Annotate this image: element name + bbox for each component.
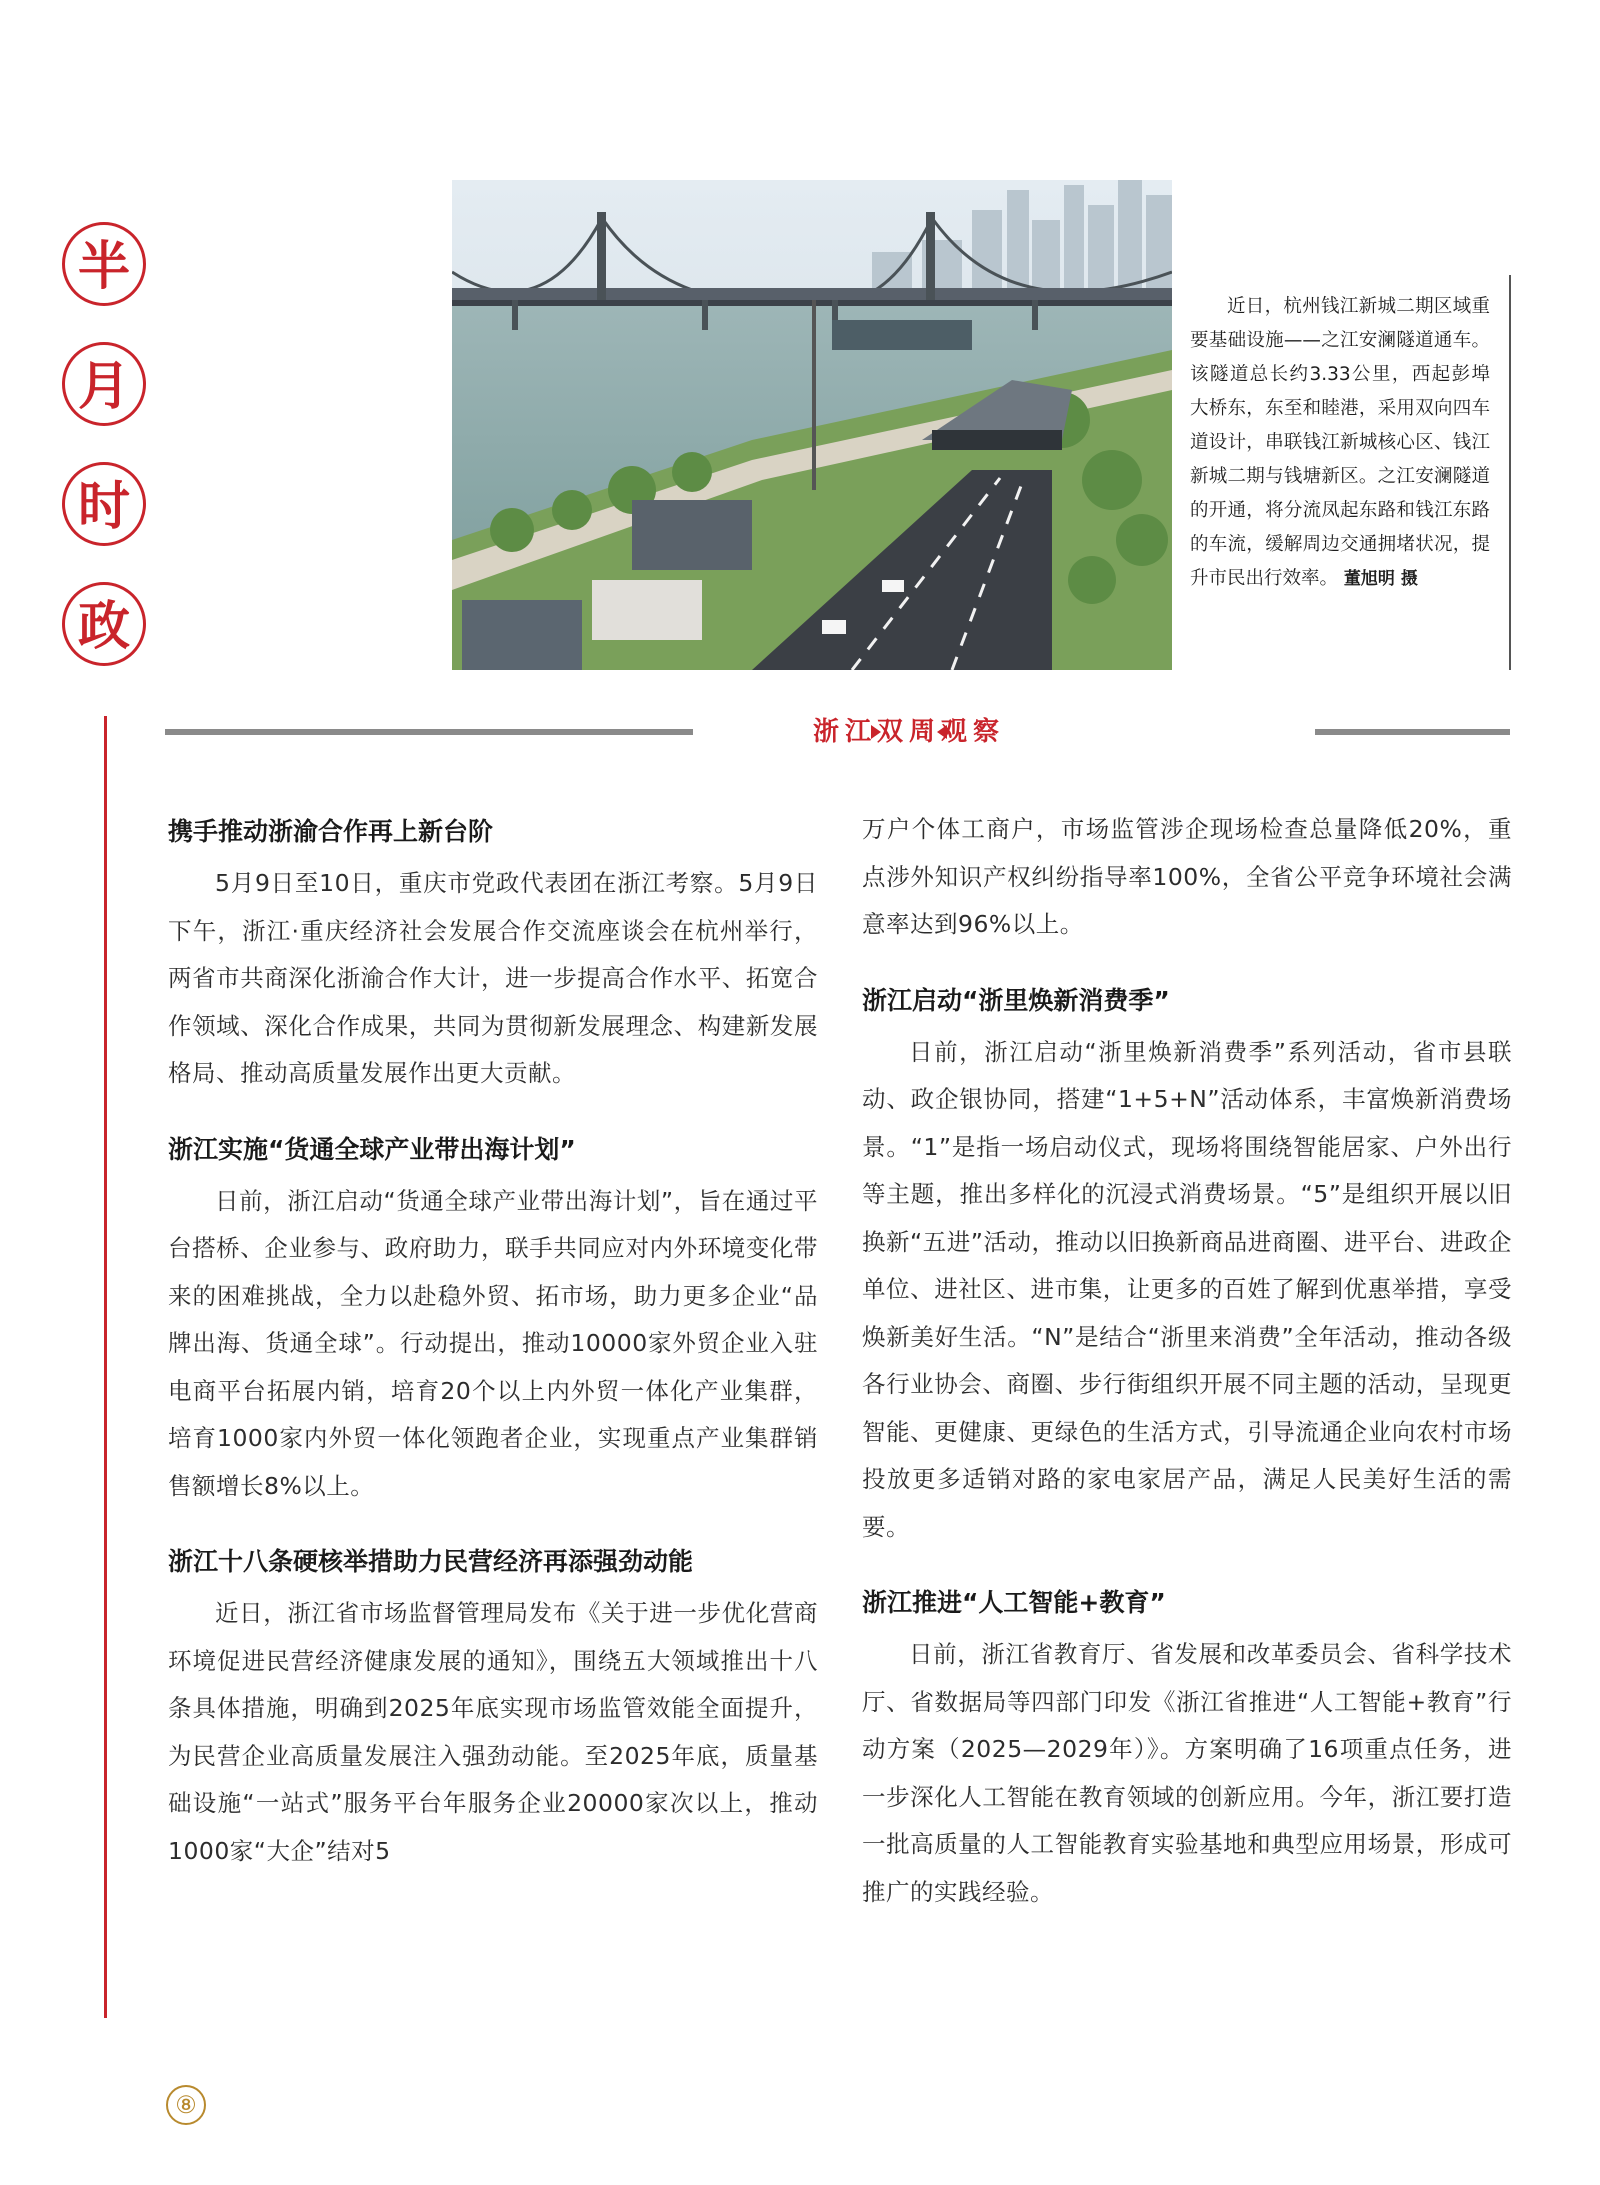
article: [168, 1128, 818, 1511]
photo-credit: 董旭明 摄: [1343, 569, 1418, 589]
article: [862, 1581, 1512, 1916]
article-title: 浙江推进“人工智能+教育”: [862, 1588, 1166, 1617]
column-title-char: 政: [62, 582, 146, 666]
article-body: 日前，浙江启动“浙里焕新消费季”系列活动，省市县联动、政企银协同，搭建“1+5+N”活动体系，丰富焕新消费场景。“1”是指一场启动仪式，现场将围绕智能居家、户外出行等主题，推出多样化的沉浸式消费场景。“5”是组织开展以旧换新“五进”活动，推动以旧换新商品进商圈、进平台、进政企单位、进社区、进市集，让更多的百姓了解到优惠举措，享受焕新美好生活。“N”是结合“浙里来消费”全年活动，推动各级各行业协会、商圈、步行街组织开展不同主题的活动，呈现更智能、更健康、更绿色的生活方式，引导流通企业向农村市场投放更多适销对路的家电家居产品，满足人民美好生活的需要。: [862, 1037, 1512, 1541]
column-title-vertical: [62, 222, 154, 702]
article-title: 浙江实施“货通全球产业带出海计划”: [168, 1134, 576, 1164]
article-body: 日前，浙江省教育厅、省发展和改革委员会、省科学技术厅、省数据局等四部门印发《浙江省推进“人工智能+教育”行动方案（2025—2029年）》。方案明确了16项重点任务，进一步深化人工智能在教育领域的创新应用。今年，浙江要打造一批高质量的人工智能教育实验基地和典型应用场景，形成可推广的实践经验。: [862, 1640, 1512, 1906]
left-column: [168, 810, 818, 1905]
section-rule-left: [165, 729, 693, 735]
section-title: 浙江双周观察: [693, 714, 1125, 750]
photo-caption: [1190, 290, 1490, 596]
article-body: 日前，浙江启动“货通全球产业带出海计划”，旨在通过平台搭桥、企业参与、政府助力，联手共同应对内外环境变化带来的困难挑战，全力以赴稳外贸、拓市场，助力更多企业“品牌出海、货通全球”。行动提出，推动10000家外贸企业入驻电商平台拓展内销，培育20个以上内外贸一体化产业集群，培育1000家内外贸一体化领跑者企业，实现重点产业集群销售额增长8%以上。: [168, 1186, 818, 1500]
right-column: [862, 806, 1512, 1946]
page-number: ⑧: [166, 2085, 206, 2125]
section-header: [165, 712, 1510, 752]
vertical-rule: [104, 716, 107, 2018]
article-title: 浙江启动“浙里焕新消费季”: [862, 985, 1170, 1015]
article: [168, 810, 818, 1098]
article-body: 近日，浙江省市场监督管理局发布《关于进一步优化营商环境促进民营经济健康发展的通知》，围绕五大领域推出十八条具体措施，明确到2025年底实现市场监管效能全面提升，为民营企业高质量发展注入强劲动能。至2025年底，质量基础设施“一站式”服务平台年服务企业20000家次以上，推动1000家“大企”结对5: [168, 1599, 818, 1865]
caption-rule: [1509, 275, 1511, 670]
article-title: 浙江十八条硬核举措助力民营经济再添强劲动能: [168, 1547, 694, 1576]
article-continuation: [862, 806, 1512, 949]
column-title-char: 月: [62, 342, 146, 426]
article-body: 5月9日至10日，重庆市党政代表团在浙江考察。5月9日下午，浙江·重庆经济社会发展合作交流座谈会在杭州举行，两省市共商深化浙渝合作大计，进一步提高合作水平、拓宽合作领域、深化合作成果，共同为贯彻新发展理念、构建新发展格局、推动高质量发展作出更大贡献。: [168, 869, 818, 1087]
news-photo-tunnel: [452, 180, 1172, 670]
article-body-continued: 万户个体工商户，市场监管涉企现场检查总量降低20%，重点涉外知识产权纠纷指导率100%，全省公平竞争环境社会满意率达到96%以上。: [862, 815, 1512, 938]
article-title: 携手推动浙渝合作再上新台阶: [168, 817, 494, 846]
photo-caption-text: 近日，杭州钱江新城二期区域重要基础设施——之江安澜隧道通车。该隧道总长约3.33公里，西起彭埠大桥东，东至和睦港，采用双向四车道设计，串联钱江新城核心区、钱江新城二期与钱塘新区。之江安澜隧道的开通，将分流凤起东路和钱江东路的车流，缓解周边交通拥堵状况，提升市民出行效率。: [1190, 296, 1490, 589]
column-title-char: 时: [62, 462, 146, 546]
article: [168, 1540, 818, 1875]
article: [862, 979, 1512, 1552]
section-rule-right: [1315, 729, 1510, 735]
column-title-char: 半: [62, 222, 146, 306]
